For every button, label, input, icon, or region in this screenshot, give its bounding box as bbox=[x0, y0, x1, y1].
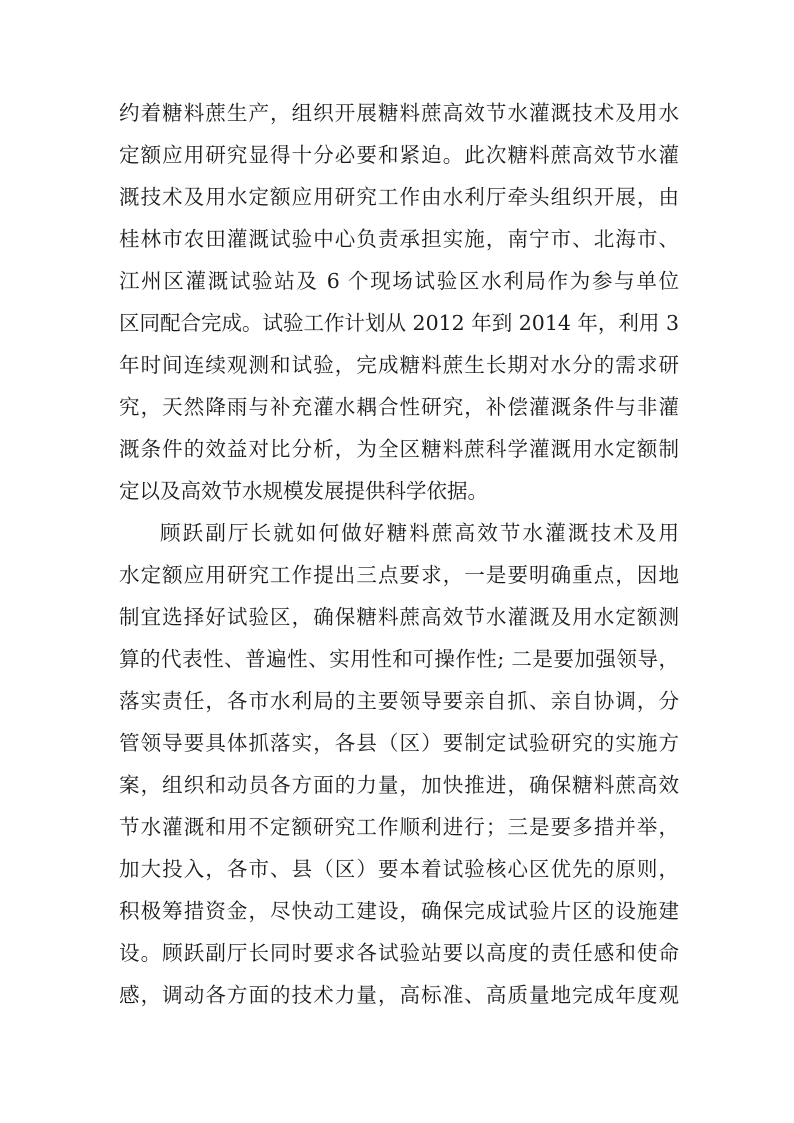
paragraph-2-line-6: 管领导要具体抓落实，各县（区）要制定试验研究的实施方 bbox=[119, 731, 679, 755]
paragraph-2-line-12: 感，调动各方面的技术力量，高标准、高质量地完成年度观 bbox=[119, 983, 679, 1007]
paragraph-2-line-5: 落实责任，各市水利局的主要领导要亲自抓、亲自协调，分 bbox=[119, 689, 679, 713]
paragraph-1-line-6: 区同配合完成。试验工作计划从 2012 年到 2014 年，利用 3 bbox=[119, 311, 679, 335]
paragraph-1-line-7: 年时间连续观测和试验，完成糖料蔗生长期对水分的需求研 bbox=[119, 353, 679, 377]
paragraph-1-line-10: 定以及高效节水规模发展提供科学依据。 bbox=[119, 479, 488, 503]
paragraph-1-line-9: 溉条件的效益对比分析，为全区糖料蔗科学灌溉用水定额制 bbox=[119, 437, 679, 461]
paragraph-2-line-7: 案，组织和动员各方面的力量，加快推进，确保糖料蔗高效 bbox=[119, 773, 679, 797]
paragraph-2-line-9: 加大投入，各市、县（区）要本着试验核心区优先的原则， bbox=[119, 857, 679, 881]
paragraph-2-line-1: 顾跃副厅长就如何做好糖料蔗高效节水灌溉技术及用 bbox=[160, 521, 679, 545]
paragraph-1-line-1: 约着糖料蔗生产，组织开展糖料蔗高效节水灌溉技术及用水 bbox=[119, 101, 679, 125]
paragraph-2-line-8: 节水灌溉和用不定额研究工作顺利进行；三是要多措并举， bbox=[119, 815, 679, 839]
paragraph-2-line-3: 制宜选择好试验区，确保糖料蔗高效节水灌溉及用水定额测 bbox=[119, 605, 679, 629]
paragraph-1-line-4: 桂林市农田灌溉试验中心负责承担实施，南宁市、北海市、 bbox=[119, 227, 679, 251]
paragraph-2-line-2: 水定额应用研究工作提出三点要求，一是要明确重点，因地 bbox=[119, 563, 679, 587]
paragraph-1-line-8: 究，天然降雨与补充灌水耦合性研究，补偿灌溉条件与非灌 bbox=[119, 395, 679, 419]
paragraph-1-line-3: 溉技术及用水定额应用研究工作由水利厅牵头组织开展，由 bbox=[119, 185, 679, 209]
paragraph-2-line-11: 设。顾跃副厅长同时要求各试验站要以高度的责任感和使命 bbox=[119, 941, 679, 965]
document-body bbox=[119, 92, 679, 1016]
paragraph-1-line-5: 江州区灌溉试验站及 6 个现场试验区水利局作为参与单位 bbox=[119, 269, 679, 293]
paragraph-2-line-4: 算的代表性、普遍性、实用性和可操作性; 二是要加强领导， bbox=[119, 647, 679, 671]
paragraph-2-line-10: 积极筹措资金，尽快动工建设，确保完成试验片区的设施建 bbox=[119, 899, 679, 923]
paragraph-1-line-2: 定额应用研究显得十分必要和紧迫。此次糖料蔗高效节水灌 bbox=[119, 143, 679, 167]
